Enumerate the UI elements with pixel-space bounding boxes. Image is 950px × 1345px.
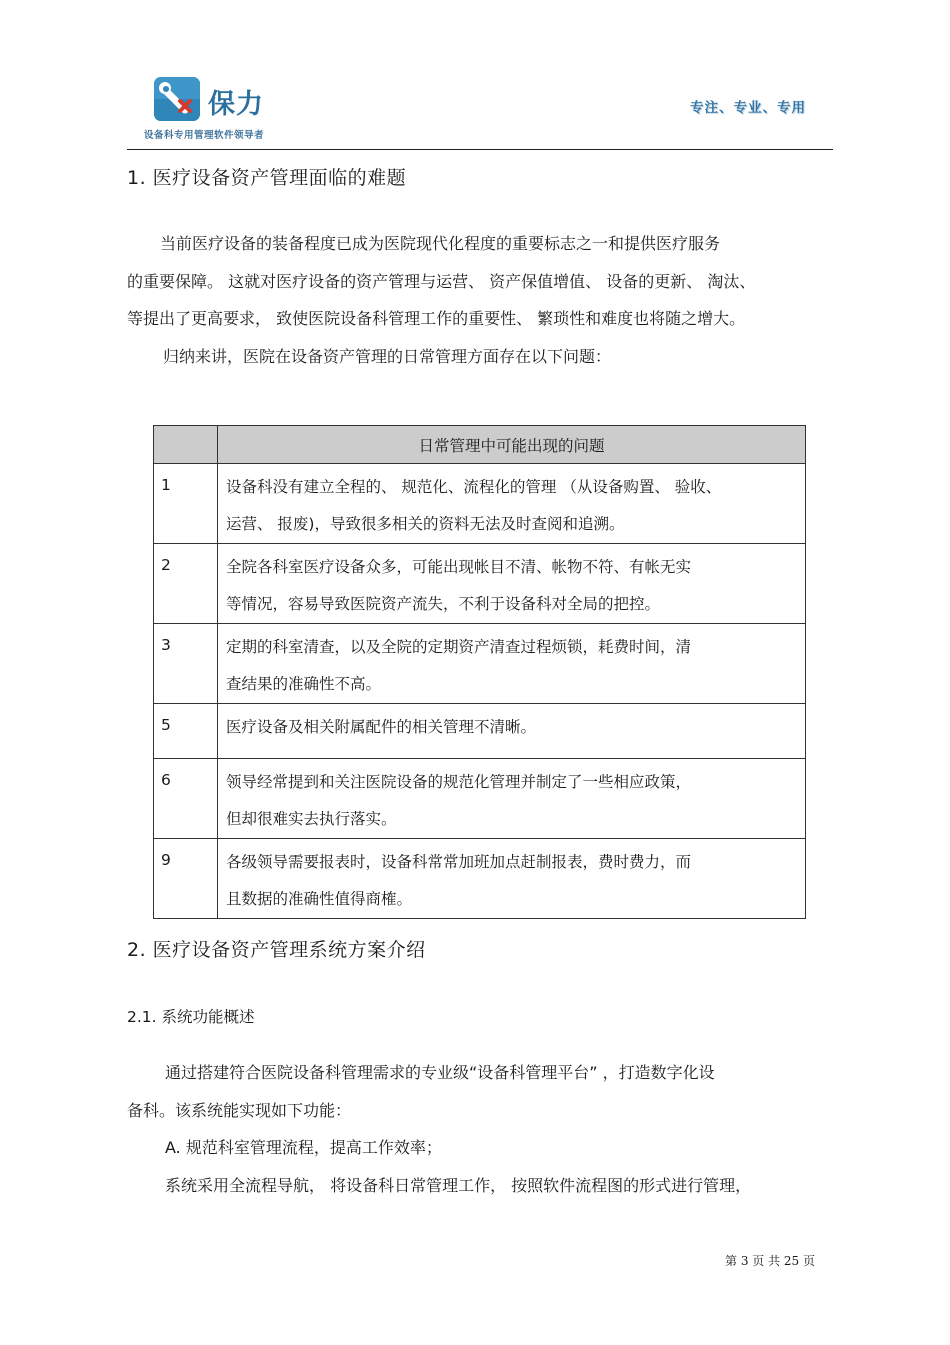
table-header-title: 日常管理中可能出现的问题 bbox=[218, 426, 806, 464]
row-number: 6 bbox=[154, 759, 218, 839]
row-number: 3 bbox=[154, 624, 218, 704]
row-number: 9 bbox=[154, 839, 218, 919]
row-line: 且数据的准确性值得商榷。 bbox=[226, 890, 413, 908]
row-line: 各级领导需要报表时，设备科常常加班加点赶制报表，费时费力，而 bbox=[226, 853, 692, 871]
row-line: 全院各科室医疗设备众多，可能出现帐目不清、帐物不符、有帐无实 bbox=[226, 558, 692, 576]
table-row bbox=[154, 544, 806, 624]
page-number: 第 3 页 共 25 页 bbox=[725, 1254, 815, 1268]
table-row bbox=[154, 759, 806, 839]
table-header-row bbox=[154, 426, 806, 464]
header-slogan: 专注、专业、专用 bbox=[690, 100, 806, 116]
row-text bbox=[218, 624, 806, 704]
table-header-number-cell bbox=[154, 426, 218, 464]
row-line: 等情况，容易导致医院资产流失，不利于设备科对全局的把控。 bbox=[226, 595, 661, 613]
row-text bbox=[218, 464, 806, 544]
table-row bbox=[154, 839, 806, 919]
row-line: 医疗设备及相关附属配件的相关管理不清晰。 bbox=[226, 718, 537, 736]
table-row bbox=[154, 704, 806, 759]
section-1-paragraph-line-2: 的重要保障。 这就对医疗设备的资产管理与运营、 资产保值增值、 设备的更新、 淘汰、 bbox=[127, 272, 756, 291]
section-2-1-heading: 2.1. 系统功能概述 bbox=[127, 1008, 255, 1026]
issues-table bbox=[153, 425, 806, 919]
section-2-intro-line-2: 备科。该系统能实现如下功能： bbox=[127, 1101, 352, 1120]
section-1-summary: 归纳来讲，医院在设备资产管理的日常管理方面存在以下问题： bbox=[163, 347, 612, 366]
section-2-heading: 2. 医疗设备资产管理系统方案介绍 bbox=[127, 939, 426, 961]
row-text bbox=[218, 759, 806, 839]
row-number: 2 bbox=[154, 544, 218, 624]
section-2-intro-line-1: 通过搭建符合医院设备科管理需求的专业级“设备科管理平台” ，打造数字化设 bbox=[165, 1063, 715, 1082]
row-text bbox=[218, 839, 806, 919]
header-divider bbox=[127, 149, 833, 150]
feature-item-a: A. 规范科室管理流程，提高工作效率； bbox=[165, 1138, 442, 1157]
section-1-heading: 1. 医疗设备资产管理面临的难题 bbox=[127, 167, 407, 189]
table-row bbox=[154, 624, 806, 704]
feature-item-a-description: 系统采用全流程导航， 将设备科日常管理工作， 按照软件流程图的形式进行管理， bbox=[165, 1176, 752, 1195]
row-line: 运营、 报废)，导致很多相关的资料无法及时查阅和追溯。 bbox=[226, 515, 625, 533]
logo-tagline: 设备科专用管理软件领导者 bbox=[144, 130, 265, 141]
logo-name: 保力 bbox=[208, 89, 264, 120]
row-text bbox=[218, 544, 806, 624]
row-line: 设备科没有建立全程的、 规范化、流程化的管理 （从设备购置、 验收、 bbox=[226, 478, 722, 496]
logo-icon bbox=[154, 77, 200, 121]
row-line: 查结果的准确性不高。 bbox=[226, 675, 382, 693]
row-line: 但却很难实去执行落实。 bbox=[226, 810, 397, 828]
section-1-paragraph-line-1: 当前医疗设备的装备程度已成为医院现代化程度的重要标志之一和提供医疗服务 bbox=[160, 234, 721, 253]
table-row bbox=[154, 464, 806, 544]
row-line: 定期的科室清查，以及全院的定期资产清查过程烦锁，耗费时间，清 bbox=[226, 638, 692, 656]
row-number: 5 bbox=[154, 704, 218, 759]
section-1-paragraph-line-3: 等提出了更高要求， 致使医院设备科管理工作的重要性、 繁琐性和难度也将随之增大。 bbox=[127, 309, 746, 328]
row-number: 1 bbox=[154, 464, 218, 544]
row-text bbox=[218, 704, 806, 759]
row-line: 领导经常提到和关注医院设备的规范化管理并制定了一些相应政策， bbox=[226, 773, 692, 791]
